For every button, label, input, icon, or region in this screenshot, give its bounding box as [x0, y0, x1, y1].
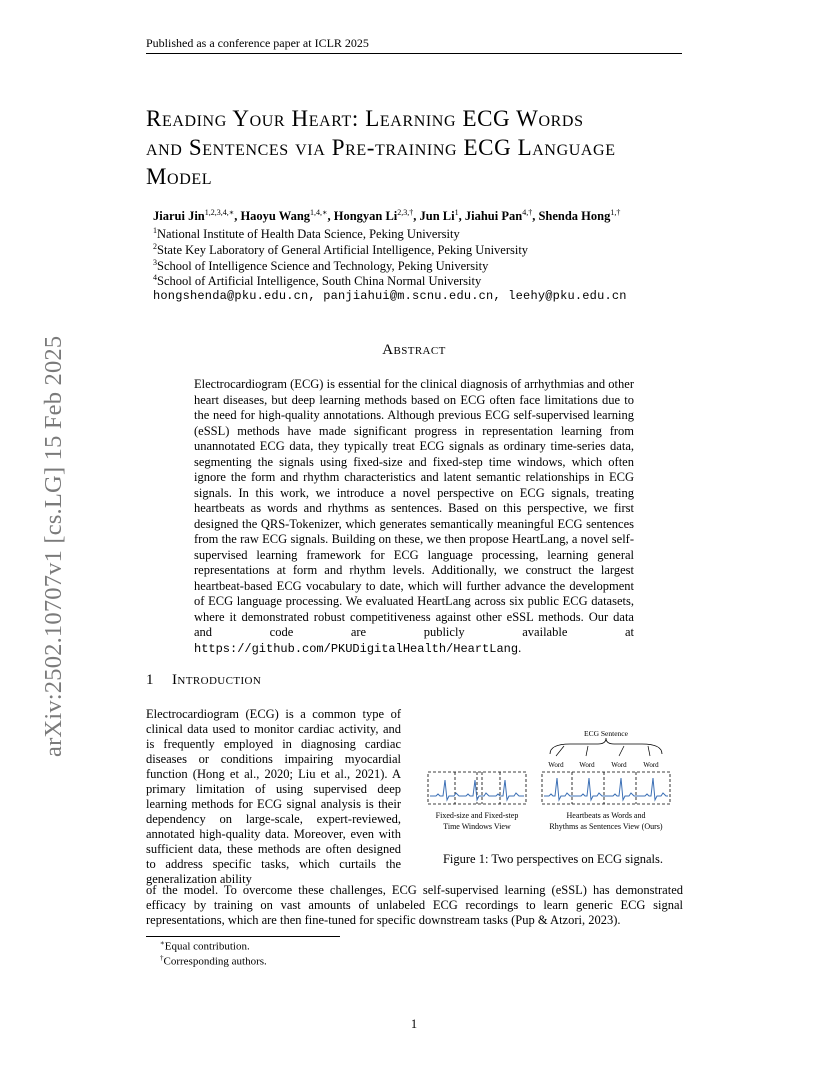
title-line-1: Reading Your Heart: Learning ECG Words	[146, 106, 584, 131]
code-link[interactable]: https://github.com/PKUDigitalHealth/HeartLang	[194, 641, 519, 656]
author-affiliation-marks: 4,†	[522, 208, 533, 217]
author-separator: ,	[458, 209, 465, 224]
title-line-3: Model	[146, 164, 213, 189]
figure-1	[422, 722, 684, 842]
left-caption-line-1: Fixed-size and Fixed-step	[435, 811, 519, 820]
affiliation-2: $^2$State Key Laboratory of General Artificial Intelligence, Peking University	[153, 242, 529, 258]
ecg-sentence-label: ECG Sentence	[584, 729, 628, 738]
author-name: Jun Li	[419, 209, 455, 224]
author-affiliation-marks: 1,†	[610, 208, 621, 217]
section-title: Introduction	[172, 672, 262, 688]
brace-arrow	[648, 746, 650, 756]
right-caption-line-1: Heartbeats as Words and	[566, 811, 646, 820]
intro-paragraph-full: of the model. To overcome these challenges, ECG self-supervised learning (eSSL) has demonstrated efficacy by training on vast amounts of unlabeled ECG recordings to learn generic ECG signal representations, which are then fine-tuned for specific downstream tasks (Pup & Atzori, 2023).	[146, 883, 683, 927]
author-affiliation-marks: 1	[454, 208, 459, 217]
running-header: Published as a conference paper at ICLR 2025	[146, 36, 369, 50]
title-line-2: and Sentences via Pre-training ECG Language	[146, 135, 616, 160]
header-rule	[146, 53, 682, 54]
footnote-rule	[146, 936, 340, 937]
author-name: Shenda Hong	[538, 209, 611, 224]
author-name: Jiahui Pan	[464, 209, 523, 224]
left-caption-line-2: Time Windows View	[443, 822, 511, 831]
affiliation-4: $^4$School of Artificial Intelligence, South China Normal University	[153, 273, 482, 289]
word-label: Word	[548, 761, 564, 769]
right-caption-line-2: Rhythms as Sentences View (Ours)	[549, 822, 663, 831]
paper-title	[146, 104, 691, 191]
word-label: Word	[611, 761, 627, 769]
heartbeat-frame	[542, 772, 670, 804]
word-label: Word	[579, 761, 595, 769]
brace-arrow	[586, 746, 588, 756]
author-separator: ,	[234, 209, 241, 224]
section-heading	[146, 672, 261, 689]
affiliation-1: $^1$National Institute of Health Data Science, Peking University	[153, 226, 460, 242]
brace-arrow	[556, 746, 564, 756]
author-separator: ,	[413, 209, 420, 224]
author-affiliation-marks: 2,3,†	[397, 208, 414, 217]
author-name: Hongyan Li	[333, 209, 398, 224]
sentence-brace	[550, 738, 662, 754]
page-number: 1	[410, 1017, 418, 1031]
figure-caption: Figure 1: Two perspectives on ECG signals.	[442, 852, 664, 866]
affiliation-3: $^3$School of Intelligence Science and Technology, Peking University	[153, 258, 489, 274]
word-label: Word	[643, 761, 659, 769]
intro-paragraph-wrapped: Electrocardiogram (ECG) is a common type of clinical data used to monitor cardiac activity, and is frequently employed in diagnosing cardiac diseases or conditions impairing myocardial function (Hong et al., 2020; Liu et al., 2021). A primary limitation of using supervised deep learning methods for ECG signal analysis is their dependency on large-scale, expert-reviewed, annotated high-quality data. Moreover, even with sufficient data, these methods are often designed to address specific tasks, which curtails the generalization ability	[146, 707, 401, 886]
author-name: Jiarui Jin	[153, 209, 205, 224]
author-separator: ,	[532, 209, 539, 224]
section-number: 1	[146, 672, 154, 688]
footnote-2: †Corresponding authors.	[160, 954, 267, 968]
author-name: Haoyu Wang	[240, 209, 311, 224]
abstract-body: Electrocardiogram (ECG) is essential for the clinical diagnosis of arrhythmias and other heart diseases, but deep learning methods based on ECG often face limitations due to the need for high-quality annotations. Although previous ECG self-supervised learning (eSSL) methods have made significant progress in representation learning from unannotated ECG data, they typically treat ECG signals as ordinary time-series data, segmenting the signals using fixed-size and fixed-step time windows, which often ignore the form and rhythm characteristics and latent semantic relationships in ECG signals. In this work, we introduce a novel perspective on ECG signals, treating heartbeats as words and rhythms as sentences. Based on this perspective, we first designed the QRS-Tokenizer, which generates semantically meaningful ECG sentences from the raw ECG signals. Building on these, we then propose HeartLang, a novel self-supervised learning framework for ECG language processing, learning general representations at form and rhythm levels. Additionally, we construct the largest heartbeat-based ECG vocabulary to date, which will further advance the development of ECG language processing. We evaluated HeartLang across six public ECG datasets, where it demonstrated robust competitiveness against other eSSL methods. Our data and code are publicly available at https://github.com/PKUDigitalHealth/HeartLang.	[194, 377, 634, 656]
author-list	[153, 208, 620, 224]
author-separator: ,	[327, 209, 334, 224]
arxiv-stamp: arXiv:2502.10707v1 [cs.LG] 15 Feb 2025	[40, 335, 67, 757]
author-affiliation-marks: 1,4,∗	[310, 208, 328, 217]
ecg-signal-right	[544, 778, 668, 800]
brace-arrow	[619, 746, 624, 756]
author-affiliation-marks: 1,2,3,4,∗	[204, 208, 235, 217]
author-emails[interactable]: hongshenda@pku.edu.cn, panjiahui@m.scnu.edu.cn, leehy@pku.edu.cn	[153, 289, 627, 303]
footnote-1: ∗Equal contribution.	[160, 939, 250, 953]
abstract-heading: Abstract	[382, 342, 446, 358]
